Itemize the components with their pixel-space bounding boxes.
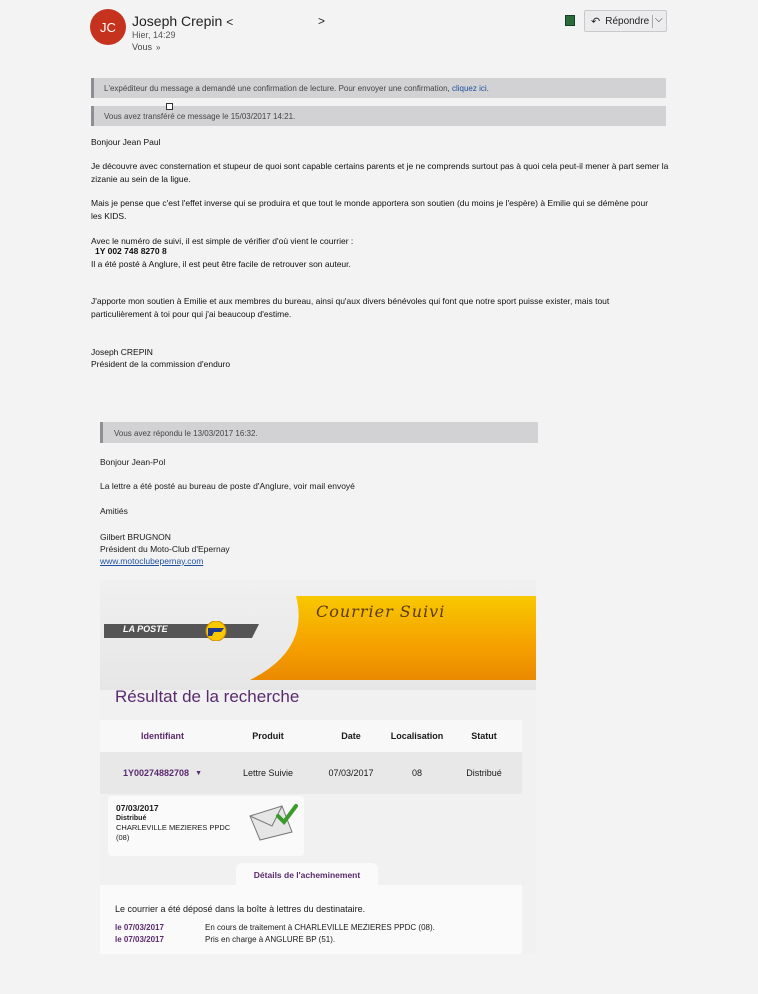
courrier-suivi-title: Courrier Suivi <box>316 602 446 621</box>
signature-title: Président de la commission d'enduro <box>91 359 231 369</box>
detail-date: 07/03/2017 <box>116 803 159 813</box>
paragraph-4: Il a été posté à Anglure, il est peut être facile de retrouver son auteur. <box>91 259 351 269</box>
reply-divider <box>652 15 653 28</box>
reply-label: Répondre <box>605 15 650 27</box>
tab-routing-details[interactable]: Détails de l'acheminement <box>236 863 378 887</box>
sender-name[interactable] <box>132 13 326 29</box>
delivered-message: Le courrier a été déposé dans la boîte à lettres du destinataire. <box>115 904 366 914</box>
cursor-marker <box>166 103 173 110</box>
row-localisation: 08 <box>411 768 422 778</box>
col-localisation: Localisation <box>390 731 444 741</box>
recipient-line[interactable] <box>132 42 160 52</box>
expand-recipients-icon[interactable]: » <box>156 43 161 52</box>
row-statut: Distribué <box>466 768 502 778</box>
col-date: Date <box>341 731 361 741</box>
quoted-signature-name: Gilbert BRUGNON <box>100 532 171 542</box>
results-heading: Résultat de la recherche <box>115 687 300 706</box>
paragraph-5: J'apporte mon soutien à Emilie et aux membres du bureau, ainsi qu'aux divers bénévoles qui font que notre sport puisse exister, mais tout particulièrement à toi pour qui j'ai beaucoup d'estime. <box>91 296 610 319</box>
tracking-number: 1Y 002 748 8270 8 <box>95 246 167 256</box>
delivered-envelope-icon <box>248 802 300 842</box>
read-receipt-text: L'expéditeur du message a demandé une confirmation de lecture. Pour envoyer une confirmation, <box>104 84 452 93</box>
tracking-screenshot <box>100 580 536 954</box>
paragraph-2: Mais je pense que c'est l'effet inverse qui se produira et que tout le monde apportera son soutien (du moins je l'espère) à Emilie qui se démène pour les KIDS. <box>91 198 649 221</box>
event-2-text: Pris en charge à ANGLURE BP (51). <box>205 935 336 944</box>
read-receipt-notice <box>91 78 666 98</box>
quoted-line-1: La lettre a été posté au bureau de poste d'Anglure, voir mail envoyé <box>100 481 355 491</box>
reply-button[interactable] <box>584 10 667 32</box>
status-detail-card <box>108 796 304 856</box>
expand-row-icon[interactable]: ▼ <box>195 769 202 777</box>
row-date: 07/03/2017 <box>328 768 374 778</box>
send-receipt-link[interactable]: cliquez ici. <box>451 84 489 93</box>
event-row-2 <box>115 935 335 944</box>
message-date: Hier, 14:29 <box>132 30 176 40</box>
paragraph-3: Avec le numéro de suivi, il est simple de vérifier d'où vient le courrier : <box>91 236 354 246</box>
replied-text: Vous avez répondu le 13/03/2017 16:32. <box>114 429 258 438</box>
event-1-date: le 07/03/2017 <box>115 923 164 932</box>
results-table-header <box>100 720 522 752</box>
event-1-text: En cours de traitement à CHARLEVILLE MEZIERES PPDC (08). <box>205 923 435 932</box>
quoted-greeting: Bonjour Jean-Pol <box>100 457 166 467</box>
signature-name: Joseph CREPIN <box>91 347 153 357</box>
forwarded-text: Vous avez transféré ce message le 15/03/2017 14:21. <box>104 112 296 121</box>
event-row-1 <box>115 923 435 932</box>
detail-place-2: (08) <box>116 832 130 842</box>
sender-avatar[interactable]: JC <box>90 9 126 45</box>
col-identifiant: Identifiant <box>141 731 184 741</box>
flag-icon[interactable] <box>565 15 575 26</box>
paragraph-1: Je découvre avec consternation et stupeur de quoi sont capable certains parents et je ne comprends surtout pas à quoi cela peut-il mener à part semer la zizanie au sein de la ligue. <box>91 161 669 184</box>
reply-options-chevron-icon[interactable]: ⌵ <box>655 14 663 25</box>
greeting: Bonjour Jean Paul <box>91 137 161 147</box>
row-identifiant[interactable] <box>110 752 215 794</box>
forwarded-notice <box>91 106 666 126</box>
laposte-logo-text: LA POSTE <box>123 624 168 634</box>
row-id-text: 1Y00274882708 <box>122 768 190 778</box>
table-row[interactable] <box>100 752 522 794</box>
quoted-closing: Amitiés <box>100 506 128 516</box>
detail-status: Distribué <box>116 814 147 822</box>
sender-name-text: Joseph Crepin <box>132 13 223 29</box>
detail-place-1: CHARLEVILLE MEZIERES PPDC <box>116 823 231 832</box>
row-produit: Lettre Suivie <box>242 768 294 778</box>
sender-email-open: < <box>226 15 234 29</box>
tracking-banner <box>100 580 536 690</box>
quoted-signature-title: Président du Moto-Club d'Epernay <box>100 544 230 554</box>
sender-email-close: > <box>318 14 326 28</box>
event-2-date: le 07/03/2017 <box>115 935 164 944</box>
recipient-label: Vous <box>132 42 153 52</box>
replied-notice <box>100 422 538 443</box>
col-produit: Produit <box>252 731 284 741</box>
website-link[interactable]: www.motoclubepernay.com <box>100 556 204 566</box>
col-statut: Statut <box>471 731 497 741</box>
reply-arrow-icon: ↶ <box>591 15 601 28</box>
